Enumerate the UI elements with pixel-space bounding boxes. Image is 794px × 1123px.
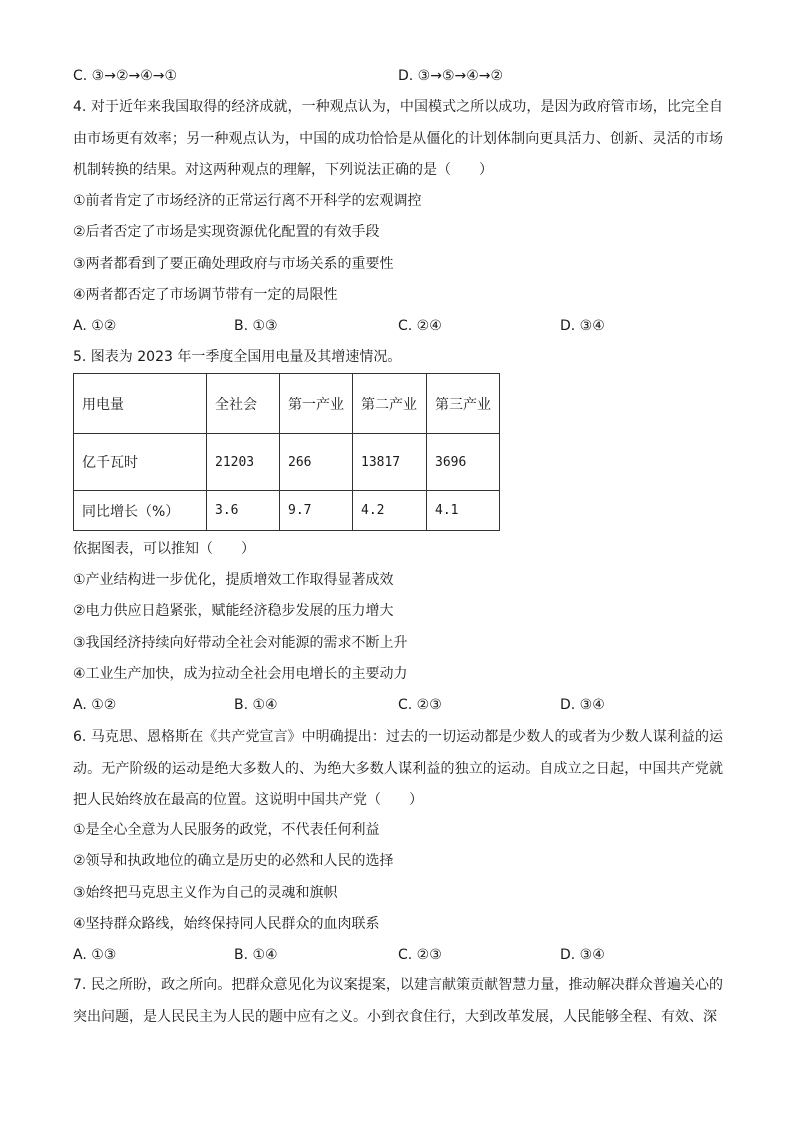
table-cell: 4.2: [353, 491, 427, 531]
q3-options: [73, 66, 723, 86]
q3-option-c: C. ③→②→④→①: [73, 68, 178, 84]
q4-item-3: ③两者都看到了要正确处理政府与市场关系的重要性: [73, 256, 394, 272]
q4-item-2: ②后者否定了市场是实现资源优化配置的有效手段: [73, 224, 380, 240]
table-header-cell: 用电量: [74, 374, 207, 434]
q4-item-1: ①前者肯定了市场经济的正常运行离不开科学的宏观调控: [73, 193, 422, 209]
table-header-cell: 第三产业: [427, 374, 500, 434]
q6-item-1: ①是全心全意为人民服务的政党，不代表任何利益: [73, 822, 380, 838]
table-cell: 9.7: [280, 491, 353, 531]
q6-item-3: ③始终把马克思主义作为自己的灵魂和旗帜: [73, 885, 338, 901]
q4-item-4: ④两者都否定了市场调节带有一定的局限性: [73, 287, 338, 303]
table-header-row: [74, 374, 500, 434]
q5-option-b: B. ①④: [234, 697, 278, 713]
q6-item-4: ④坚持群众路线，始终保持同人民群众的血肉联系: [73, 916, 380, 932]
q6-option-c: C. ②③: [398, 947, 442, 963]
table-cell: 21203: [207, 434, 280, 491]
q5-item-1: ①产业结构进一步优化，提质增效工作取得显著成效: [73, 572, 394, 588]
table-cell: 亿千瓦时: [74, 434, 207, 491]
q6-item-2: ②领导和执政地位的确立是历史的必然和人民的选择: [73, 853, 394, 869]
q4-option-a: A. ①②: [73, 318, 117, 334]
q6-options: [73, 945, 723, 965]
q4-option-d: D. ③④: [560, 318, 605, 334]
q5-item-3: ③我国经济持续向好带动全社会对能源的需求不断上升: [73, 635, 408, 651]
q3-option-d: D. ③→⑤→④→②: [398, 68, 504, 84]
table-cell: 266: [280, 434, 353, 491]
q5-options: [73, 695, 723, 715]
q5-stem: 5. 图表为 2023 年一季度全国用电量及其增速情况。: [73, 349, 402, 365]
q6-option-a: A. ①③: [73, 947, 117, 963]
table-cell: 同比增长（%）: [74, 491, 207, 531]
q4-option-c: C. ②④: [398, 318, 442, 334]
q5-prompt: 依据图表，可以推知（ ）: [73, 541, 255, 557]
table-header-cell: 第二产业: [353, 374, 427, 434]
q4-option-b: B. ①③: [234, 318, 278, 334]
q4-options: [73, 316, 723, 336]
q5-option-d: D. ③④: [560, 697, 605, 713]
q5-item-4: ④工业生产加快，成为拉动全社会用电增长的主要动力: [73, 666, 408, 682]
table-cell: 3696: [427, 434, 500, 491]
table-header-cell: 全社会: [207, 374, 280, 434]
q6-option-d: D. ③④: [560, 947, 605, 963]
table-row: [74, 434, 500, 491]
q4-stem: 4. 对于近年来我国取得的经济成就，一种观点认为，中国模式之所以成功，是因为政府管市场，比完全自由市场更有效率；另一种观点认为，中国的成功恰恰是从僵化的计划体制向更具活力、创新、灵活的市场机制转换的结果。对这两种观点的理解，下列说法正确的是（ ）: [73, 99, 723, 178]
q6-stem: 6. 马克思、恩格斯在《共产党宣言》中明确提出：过去的一切运动都是少数人的或者为少数人谋利益的运动。无产阶级的运动是绝大多数人的、为绝大多数人谋利益的独立的运动。自成立之日起，中国共产党就把人民始终放在最高的位置。这说明中国共产党（ ）: [73, 729, 723, 808]
table-header-cell: 第一产业: [280, 374, 353, 434]
table-cell: 4.1: [427, 491, 500, 531]
table-cell: 3.6: [207, 491, 280, 531]
q6-option-b: B. ①④: [234, 947, 278, 963]
q7-stem: 7. 民之所盼，政之所向。把群众意见化为议案提案，以建言献策贡献智慧力量，推动解决群众普遍关心的突出问题，是人民民主为人民的题中应有之义。小到衣食住行，大到改革发展，人民能够全程、有效、深: [73, 977, 723, 1025]
q5-option-a: A. ①②: [73, 697, 117, 713]
q5-item-2: ②电力供应日趋紧张，赋能经济稳步发展的压力增大: [73, 603, 394, 619]
q5-option-c: C. ②③: [398, 697, 442, 713]
electricity-table: [73, 373, 500, 531]
table-row: [74, 491, 500, 531]
table-cell: 13817: [353, 434, 427, 491]
